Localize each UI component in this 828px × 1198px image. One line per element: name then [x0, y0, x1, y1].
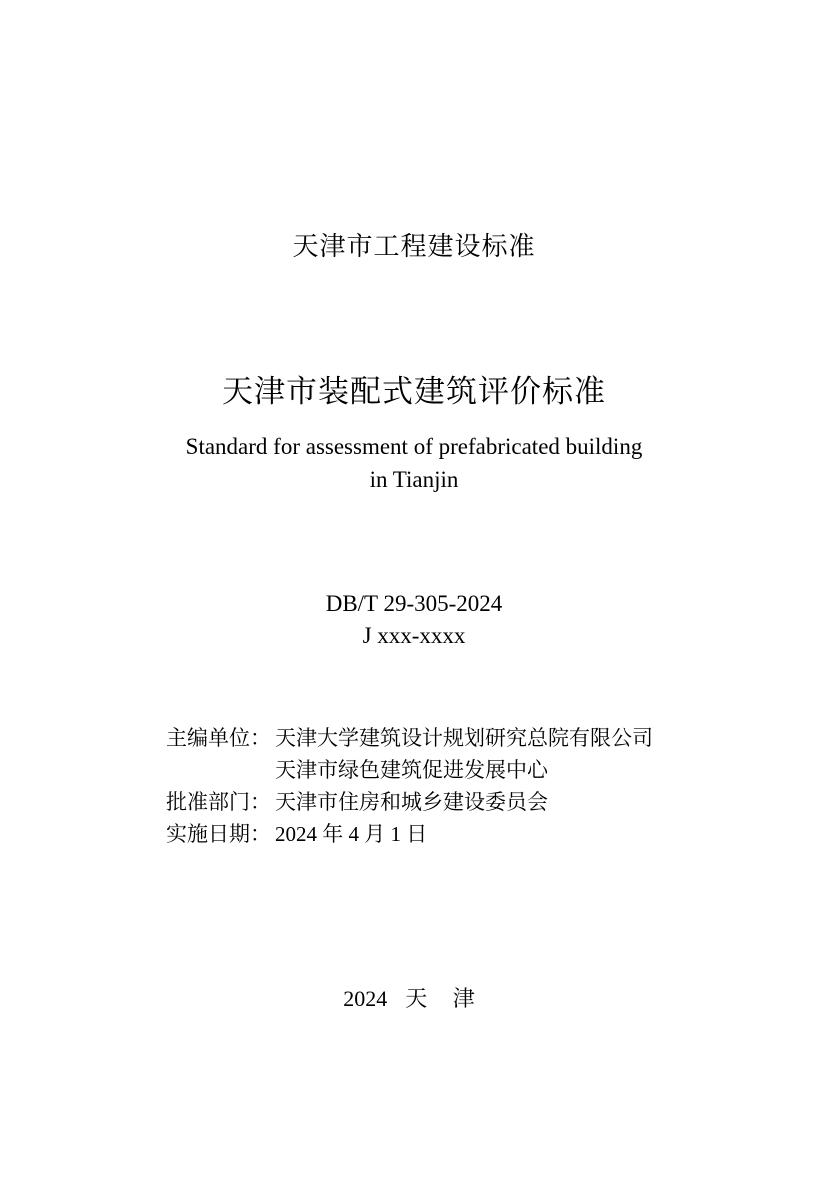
editor-label: 主编单位：: [166, 726, 271, 750]
footer-year: 2024: [343, 986, 388, 1011]
date-row: [166, 818, 427, 848]
approver-row: [166, 786, 548, 816]
footer: [0, 982, 828, 1013]
approver: 天津市住房和城乡建设委员会: [275, 790, 548, 814]
approver-label: 批准部门：: [166, 790, 271, 814]
editor-row: [166, 722, 653, 752]
editor-1: 天津大学建筑设计规划研究总院有限公司: [275, 726, 653, 750]
standard-code: DB/T 29-305-2024: [325, 591, 503, 616]
title-chinese: 天津市装配式建筑评价标准: [222, 374, 606, 410]
standard-series: 天津市工程建设标准: [292, 232, 536, 262]
title-english-line-2: in Tianjin: [369, 467, 459, 492]
editor-2: 天津市绿色建筑促进发展中心: [275, 758, 548, 782]
date-label: 实施日期：: [166, 822, 271, 846]
title-english-line-1: Standard for assessment of prefabricated building: [185, 434, 643, 459]
footer-place: 天 津: [405, 986, 485, 1011]
editor-row-2: [166, 754, 548, 784]
effective-date: 2024 年 4 月 1 日: [275, 822, 428, 846]
record-code: J xxx-xxxx: [362, 623, 466, 648]
